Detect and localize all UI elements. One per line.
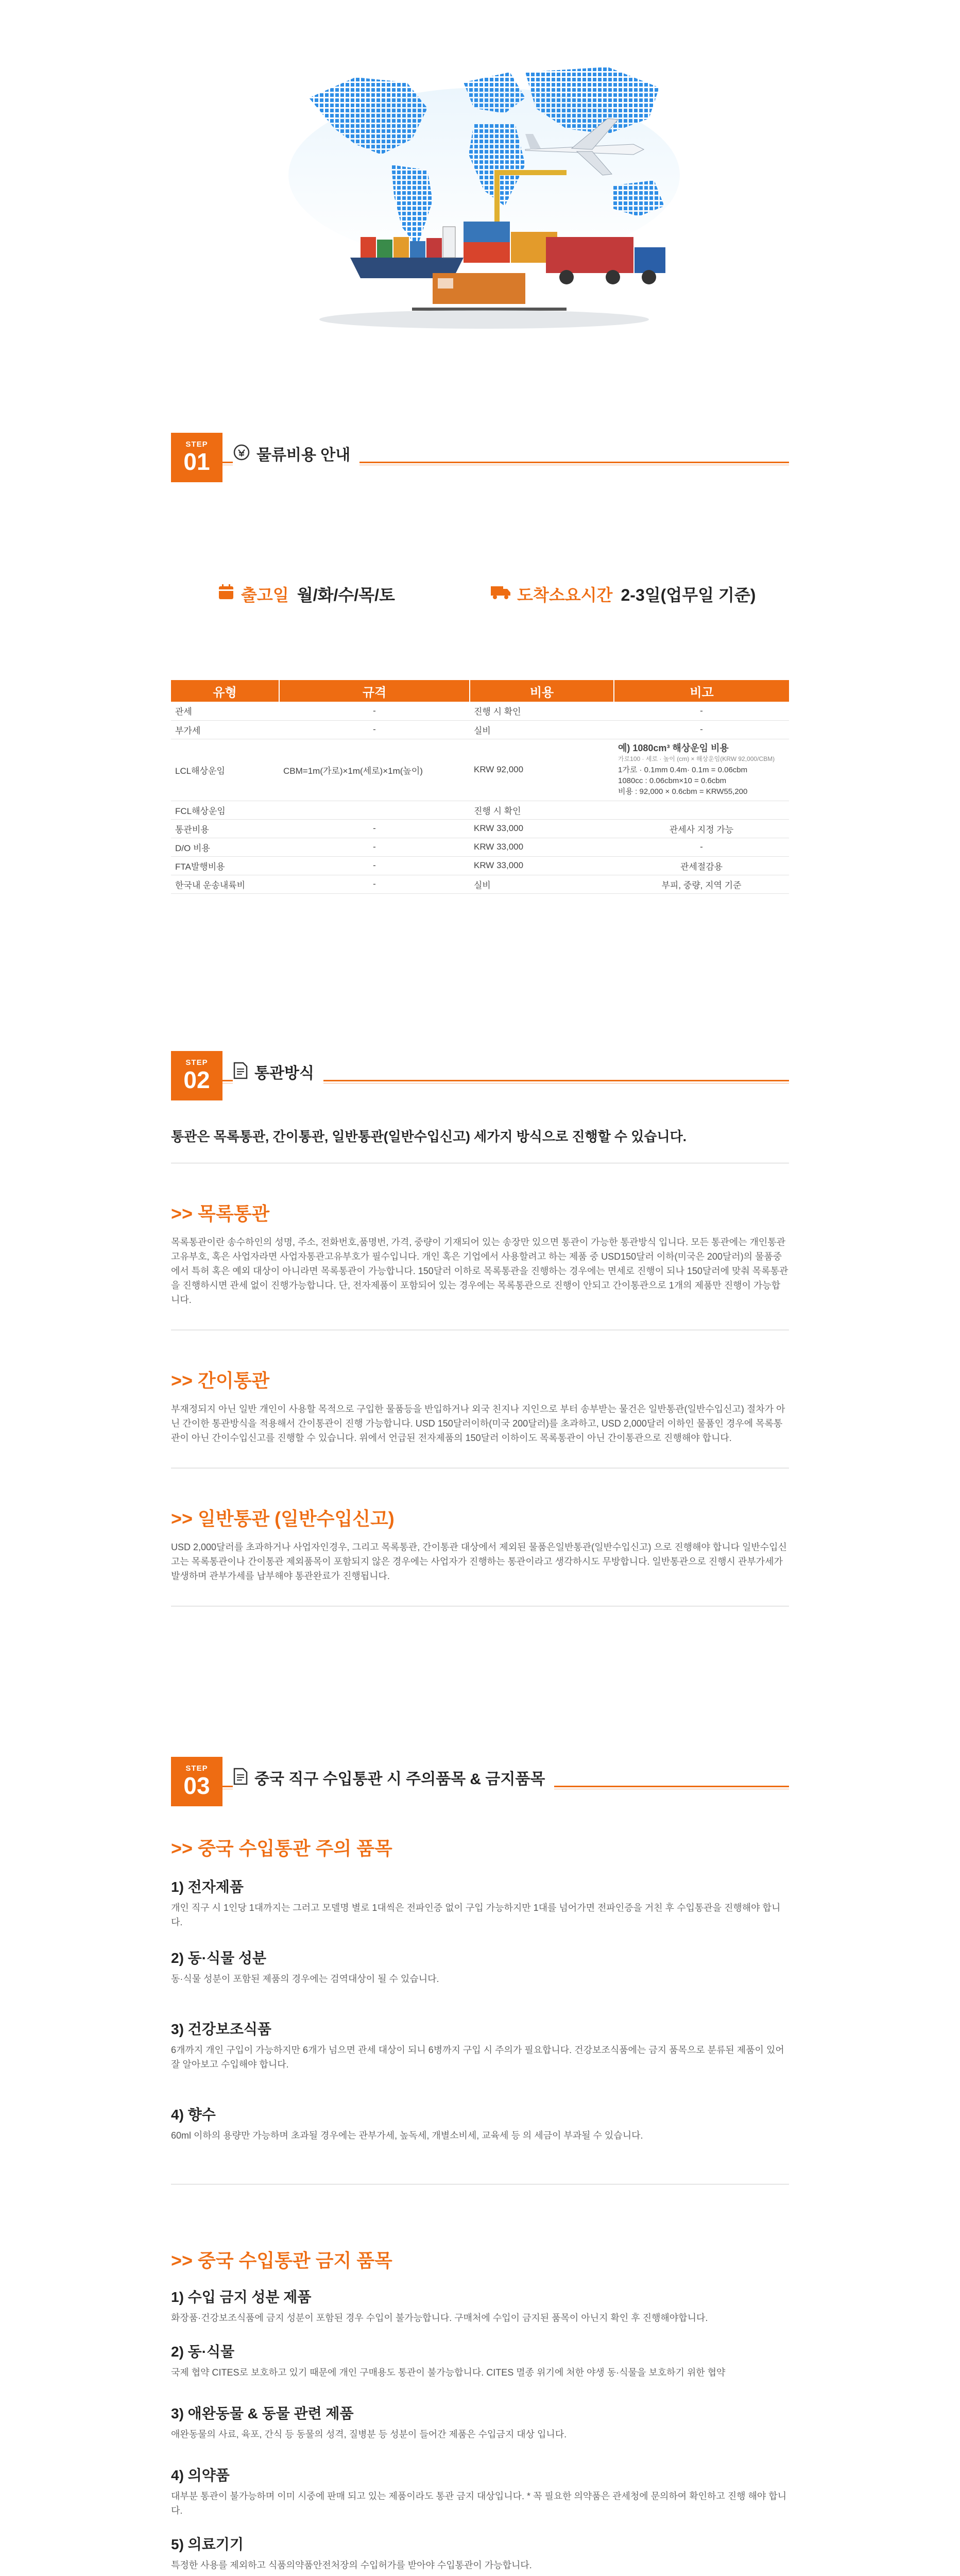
cell: KRW 33,000: [470, 838, 614, 856]
table-row: [171, 856, 789, 875]
caution-item: [171, 1947, 789, 1986]
section-body: USD 2,000달러를 초과하거나 사업자인경우, 그리고 목록통관, 간이통관 대상에서 제외된 물품은일반통관(일반수입신고) 으로 진행해야 합니다 일반수입신고는 목록통관이나 간이통관 제외품목이 포함되지 않은 경우에는 사업자가 진행하는 통관이라고 생각하시도 무방합니다. 일반통관으로 진행시 관부가세가 발생하며 관부가세를 납부해야 통관완료가 진행됩니다.: [171, 1542, 787, 1581]
section-title: >> 일반통관 (일반수입신고): [171, 1508, 395, 1529]
cell: KRW 33,000: [470, 819, 614, 838]
item-title: 4) 의약품: [171, 2467, 230, 2483]
item-title: 2) 동·식물: [171, 2344, 235, 2360]
step-title: 중국 직구 수입통관 시 주의품목 & 금지품목: [254, 1771, 545, 1788]
ship-days-value: 월/화/수/목/토: [297, 586, 395, 604]
step-title: 통관방식: [254, 1065, 314, 1082]
cell: [614, 801, 789, 819]
coin-icon: [233, 444, 256, 464]
cell: -: [279, 838, 470, 856]
banned-item: [171, 2464, 789, 2518]
step-number: 02: [183, 1066, 210, 1093]
cell: D/O 비용: [171, 838, 279, 856]
step-badge: [171, 1757, 222, 1806]
step-label: STEP: [185, 1058, 208, 1067]
col-header: 규격: [279, 680, 470, 702]
lcl-example-sub: 가로100 · 세로 · 높이 (cm) × 해상운임(KRW 92,000/CBM): [618, 755, 775, 762]
caution-item: [171, 1876, 789, 1929]
step-03-section: [171, 1757, 789, 2576]
cell: 관세사 지정 가능: [614, 819, 789, 838]
calendar-icon: [217, 583, 235, 605]
cell: 관세절감용: [614, 856, 789, 875]
banned-item: [171, 2341, 789, 2380]
logistics-cost-table: [171, 680, 789, 894]
table-row: [171, 819, 789, 838]
cell: -: [279, 819, 470, 838]
table-row: [171, 702, 789, 720]
step-badge: [171, 1051, 222, 1100]
cell: 진행 시 확인: [470, 801, 614, 819]
item-body: 6개까지 개인 구입이 가능하지만 6개가 넘으면 관세 대상이 되니 6병까지 구입 시 주의가 필요합니다. 건강보조식품에는 금지 품목으로 분류된 제품이 있어 잘 알아보고 수입해야 합니다.: [171, 2045, 784, 2070]
ship-days-label: 출고일: [241, 586, 289, 604]
item-body: 대부분 통관이 불가능하며 이미 시중에 판매 되고 있는 제품이라도 통관 금지 대상입니다. * 꼭 필요한 의약품은 관세청에 문의하여 확인하고 진행 해야 합니다.: [171, 2491, 787, 2516]
document-icon: [233, 1768, 254, 1788]
table-row: [171, 838, 789, 856]
cell: KRW 92,000: [470, 739, 614, 801]
cell: FTA발행비용: [171, 856, 279, 875]
step-label: STEP: [185, 1764, 208, 1773]
cell: 부가세: [171, 720, 279, 739]
cell: -: [279, 856, 470, 875]
table-row: [171, 801, 789, 819]
step-03-header: [171, 1757, 789, 1814]
item-title: 1) 전자제품: [171, 1879, 244, 1895]
banned-item: [171, 2533, 789, 2572]
table-header-row: [171, 680, 789, 702]
table-row: [171, 720, 789, 739]
customs-method-general-clearance: [171, 1504, 789, 1583]
item-title: 3) 애완동물 & 동물 관련 제품: [171, 2405, 354, 2421]
cell: -: [614, 702, 789, 720]
cell: KRW 33,000: [470, 856, 614, 875]
cell: -: [614, 838, 789, 856]
cell: FCL해상운임: [171, 801, 279, 819]
section-title: >> 중국 수입통관 주의 품목: [171, 1838, 392, 1859]
item-title: 3) 건강보조식품: [171, 2021, 271, 2037]
item-body: 개인 직구 시 1인당 1대까지는 그러고 모델명 별로 1대씩은 전파인증 없이 구입 가능하지만 1대를 넘어가면 전파인증을 거친 후 수입통관을 진행해야 합니다.: [171, 1903, 781, 1927]
transit-time-value: 2-3일(업무일 기준): [621, 586, 756, 604]
table-row: [171, 875, 789, 893]
cell: -: [279, 720, 470, 739]
cell: 부피, 중량, 지역 기준: [614, 875, 789, 893]
cell: 관세: [171, 702, 279, 720]
table-row: [171, 739, 789, 801]
lcl-example-line: 비용 : 92,000 × 0.6cbm = KRW55,200: [618, 787, 748, 796]
item-body: 화장품·건강보조식품에 금지 성분이 포함된 경우 수입이 불가능합니다. 구매처에 수입이 금지된 품목이 아닌지 확인 후 진행해야합니다.: [171, 2313, 708, 2323]
step-02-header: [171, 1051, 789, 1108]
col-header: 비용: [470, 680, 614, 702]
item-body: 애완동물의 사료, 육포, 간식 등 동물의 성격, 질병분 등 성분이 들어간 제품은 수입금지 대상 입니다.: [171, 2429, 567, 2439]
cost-table-wrap: [171, 680, 789, 894]
cell: CBM=1m(가로)×1m(세로)×1m(높이): [279, 739, 470, 801]
section-title: >> 목록통관: [171, 1203, 270, 1224]
cell: 실비: [470, 720, 614, 739]
item-body: 특정한 사용를 제외하고 식품의약품안전처장의 수입허가를 받아야 수입통관이 가능합니다.: [171, 2560, 532, 2570]
section-body: 목록통관이란 송수하인의 성명, 주소, 전화번호,품명번, 가격, 중량이 기재되어 있는 송장만 있으면 통관이 가능한 통관방식 입니다. 모든 통관에는 개인통관고유부호, 혹은 사업자라면 사업자통관고유부호가 필수입니다. 개인 혹은 기업에서 사용할려고 하는 제품 중 USD150달러 이하(미국은 200달러)의 물품중에서 특허 혹은 예외 대상이 아니라면 목록통관이 가능합니다. 150달러 이하로 목록통관을 진행하는 경우에는 면세로 진행이 되나 150달러에 맞춰 목록통관을 진행하시면 관세 없이 진행가능합니다. 단, 전자제품이 포함되어 있는 경우에는 목록통관으로 진행이 안되고 간이통관으로 1개의 제품만 진행이 가능합니다.: [171, 1237, 788, 1305]
item-body: 국제 협약 CITES로 보호하고 있기 때문에 개인 구매용도 통관이 불가능합니다. CITES 멸종 위기에 처한 야생 동·식물을 보호하기 위한 협약: [171, 2367, 726, 2378]
caution-item: [171, 2018, 789, 2072]
caution-items-block: [171, 1834, 789, 2143]
col-header: 비고: [614, 680, 789, 702]
step-01-header: [171, 433, 789, 489]
banned-item: [171, 2402, 789, 2442]
cell: [279, 801, 470, 819]
cell: 실비: [470, 875, 614, 893]
cell: -: [279, 702, 470, 720]
step-number: 01: [183, 448, 210, 475]
step-badge: [171, 433, 222, 482]
cell: 통관비용: [171, 819, 279, 838]
col-header: 유형: [171, 680, 279, 702]
item-title: 1) 수입 금지 성분 제품: [171, 2289, 312, 2305]
item-title: 2) 동·식물 성분: [171, 1950, 267, 1966]
lcl-example-title: 예) 1080cm³ 해상운임 비용: [618, 742, 729, 753]
lcl-example-line: 1080cc : 0.06cbm×10 = 0.6cbm: [618, 776, 727, 785]
section-title: >> 간이통관: [171, 1370, 270, 1391]
item-body: 60ml 이하의 용량만 가능하며 초과될 경우에는 관부가세, 높독세, 개별소비세, 교육세 등 의 세금이 부과될 수 있습니다.: [171, 2130, 643, 2141]
banned-item: [171, 2286, 789, 2325]
cell: -: [614, 720, 789, 739]
banned-items-block: [171, 2246, 789, 2576]
caution-item: [171, 2104, 789, 2143]
cell: 진행 시 확인: [470, 702, 614, 720]
transit-time-label: 도착소요시간: [517, 586, 613, 604]
step-title: 물류비용 안내: [256, 447, 351, 464]
customs-method-simple-clearance: [171, 1366, 789, 1445]
hero-graphic: [278, 31, 690, 340]
item-title: 5) 의료기기: [171, 2536, 244, 2552]
schedule-row: [171, 582, 789, 623]
cell: 한국내 운송내륙비: [171, 875, 279, 893]
lcl-example-cell: [614, 739, 789, 801]
step-label: STEP: [185, 440, 208, 449]
cell: LCL해상운임: [171, 739, 279, 801]
customs-intro: 통관은 목록통관, 간이통관, 일반통관(일반수입신고) 세가지 방식으로 진행할 수 있습니다.: [171, 1129, 687, 1144]
customs-method-list-clearance: [171, 1199, 789, 1307]
document-icon: [233, 1062, 254, 1082]
section-title: >> 중국 수입통관 금지 품목: [171, 2250, 392, 2271]
step-01-section: [171, 433, 789, 894]
world-logistics-illustration: [278, 31, 690, 340]
item-body: 동·식물 성분이 포함된 제품의 경우에는 검역대상이 될 수 있습니다.: [171, 1974, 439, 1984]
section-body: 부재정되지 아닌 일반 개인이 사용할 목적으로 구입한 물품등을 반입하거나 외국 친지나 지인으로 부터 송부받는 물건은 일반통관(일반수입신고) 절차가 아닌 간이한 통관방식을 적용해서 간이통관이 진행 가능합니다. USD 150달러이하(미국 200달러)를 초과하고, USD 2,000달러 이하인 물품인 경우에 목록통관이 아닌 간이수입신고를 진행할 수 있습니다. 위에서 언급된 전자제품의 150달러 이하이도 목록통관이 아닌 간이통관으로 진행해야 합니다.: [171, 1404, 785, 1443]
step-02-section: [171, 1051, 789, 1606]
truck-icon: [490, 583, 511, 605]
item-title: 4) 향수: [171, 2107, 216, 2123]
cell: -: [279, 875, 470, 893]
lcl-example-line: 1가로 · 0.1mm 0.4m· 0.1m = 0.06cbm: [618, 765, 748, 774]
step-number: 03: [183, 1772, 210, 1799]
